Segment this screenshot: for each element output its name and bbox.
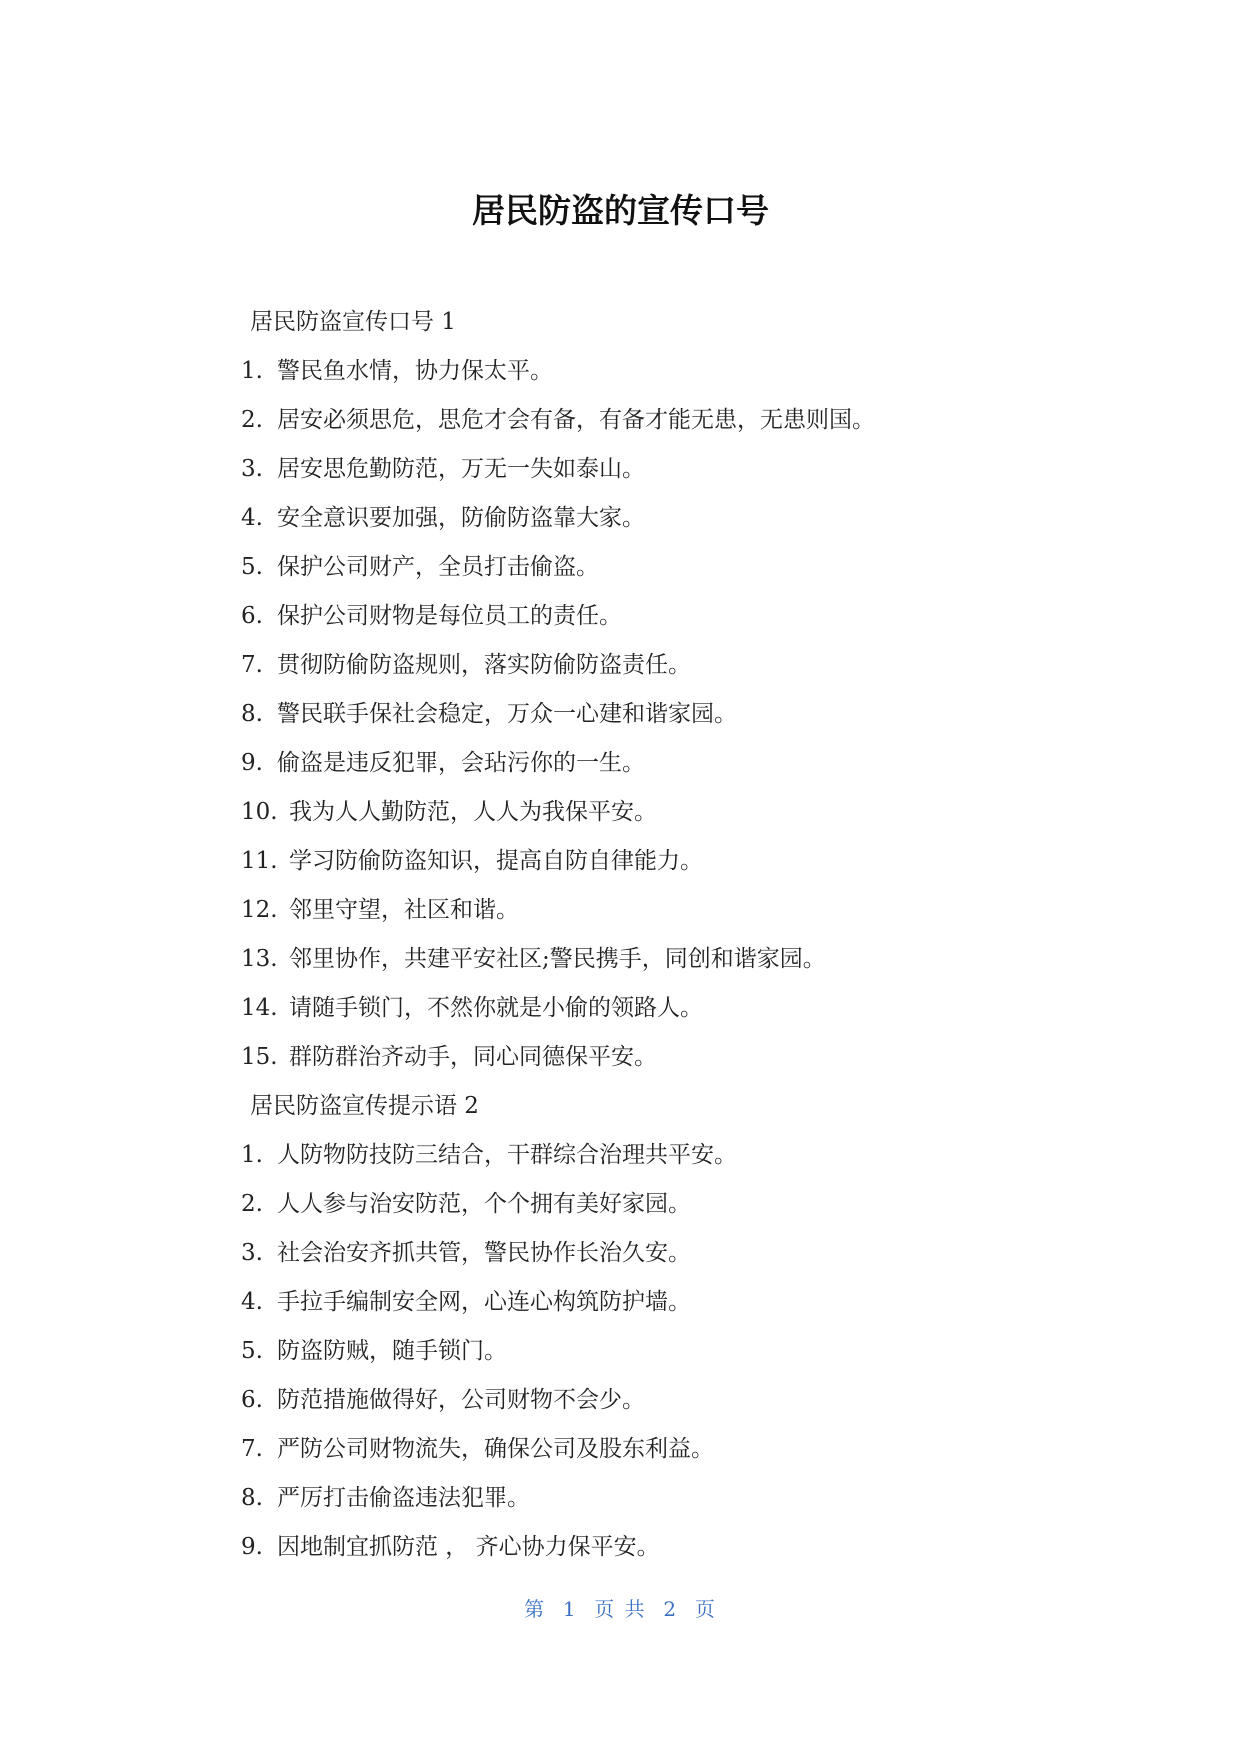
item-number: 4. — [241, 505, 263, 531]
item-number: 8. — [241, 701, 263, 727]
document-title: 居民防盗的宣传口号 — [472, 191, 769, 230]
item-number: 6. — [241, 603, 263, 629]
list-item — [241, 1131, 1141, 1180]
item-number: 1. — [241, 1142, 263, 1168]
item-number: 15. — [241, 1044, 278, 1070]
item-number: 6. — [241, 1387, 263, 1413]
item-text: 人防物防技防三结合，干群综合治理共平安。 — [277, 1142, 737, 1168]
item-text: 警民鱼水情，协力保太平。 — [277, 358, 553, 384]
item-text: 保护公司财产，全员打击偷盗。 — [277, 554, 599, 580]
item-number: 3. — [241, 456, 263, 482]
item-text: 贯彻防偷防盗规则，落实防偷防盗责任。 — [277, 652, 691, 678]
item-text: 偷盗是违反犯罪，会玷污你的一生。 — [277, 750, 645, 776]
list-item — [241, 788, 1141, 837]
document-body — [241, 298, 1141, 1572]
list-item — [241, 641, 1141, 690]
item-number: 3. — [241, 1240, 263, 1266]
item-number: 2. — [241, 1191, 263, 1217]
list-item — [241, 592, 1141, 641]
item-text: 因地制宜抓防范 ， 齐心协力保平安。 — [277, 1534, 660, 1560]
item-number: 8. — [241, 1485, 263, 1511]
item-text: 学习防偷防盗知识，提高自防自律能力。 — [289, 848, 703, 874]
item-number: 7. — [241, 1436, 263, 1462]
item-text: 保护公司财物是每位员工的责任。 — [277, 603, 622, 629]
item-number: 5. — [241, 1338, 263, 1364]
item-text: 安全意识要加强，防偷防盗靠大家。 — [277, 505, 645, 531]
item-text: 严厉打击偷盗违法犯罪。 — [277, 1485, 530, 1511]
list-item — [241, 1376, 1141, 1425]
item-number: 1. — [241, 358, 263, 384]
section-heading: 居民防盗宣传口号 1 — [250, 309, 456, 335]
list-item — [241, 396, 1141, 445]
item-text: 居安思危勤防范，万无一失如泰山。 — [277, 456, 645, 482]
list-item — [241, 1180, 1141, 1229]
item-number: 12. — [241, 897, 278, 923]
item-text: 群防群治齐动手，同心同德保平安。 — [289, 1044, 657, 1070]
item-number: 10. — [241, 799, 278, 825]
item-text: 手拉手编制安全网，心连心构筑防护墙。 — [277, 1289, 691, 1315]
page-footer: 第 1 页 共 2 页 — [524, 1597, 717, 1621]
item-number: 5. — [241, 554, 263, 580]
list-item — [241, 1425, 1141, 1474]
item-text: 请随手锁门，不然你就是小偷的领路人。 — [289, 995, 703, 1021]
item-text: 严防公司财物流失，确保公司及股东利益。 — [277, 1436, 714, 1462]
list-item — [241, 690, 1141, 739]
list-item — [241, 1278, 1141, 1327]
list-item — [241, 494, 1141, 543]
list-item — [241, 1523, 1141, 1572]
list-item — [241, 886, 1141, 935]
item-number: 2. — [241, 407, 263, 433]
list-item — [241, 837, 1141, 886]
list-item — [241, 347, 1141, 396]
list-item — [241, 1229, 1141, 1278]
list-item — [241, 1474, 1141, 1523]
item-number: 9. — [241, 750, 263, 776]
item-number: 13. — [241, 946, 278, 972]
list-item — [241, 1033, 1141, 1082]
item-text: 我为人人勤防范，人人为我保平安。 — [289, 799, 657, 825]
item-text: 居安必须思危，思危才会有备，有备才能无患，无患则国。 — [277, 407, 875, 433]
item-text: 邻里协作，共建平安社区;警民携手，同创和谐家园。 — [289, 946, 826, 972]
list-item — [241, 935, 1141, 984]
list-item — [241, 543, 1141, 592]
list-item — [241, 984, 1141, 1033]
item-text: 邻里守望，社区和谐。 — [289, 897, 519, 923]
section-heading: 居民防盗宣传提示语 2 — [250, 1093, 479, 1119]
item-number: 9. — [241, 1534, 263, 1560]
item-number: 7. — [241, 652, 263, 678]
item-text: 防盗防贼，随手锁门。 — [277, 1338, 507, 1364]
list-item — [241, 445, 1141, 494]
list-item — [241, 1327, 1141, 1376]
item-number: 4. — [241, 1289, 263, 1315]
item-text: 人人参与治安防范，个个拥有美好家园。 — [277, 1191, 691, 1217]
item-text: 防范措施做得好，公司财物不会少。 — [277, 1387, 645, 1413]
item-number: 11. — [241, 848, 278, 874]
list-item — [241, 739, 1141, 788]
item-number: 14. — [241, 995, 278, 1021]
item-text: 警民联手保社会稳定，万众一心建和谐家园。 — [277, 701, 737, 727]
item-text: 社会治安齐抓共管，警民协作长治久安。 — [277, 1240, 691, 1266]
